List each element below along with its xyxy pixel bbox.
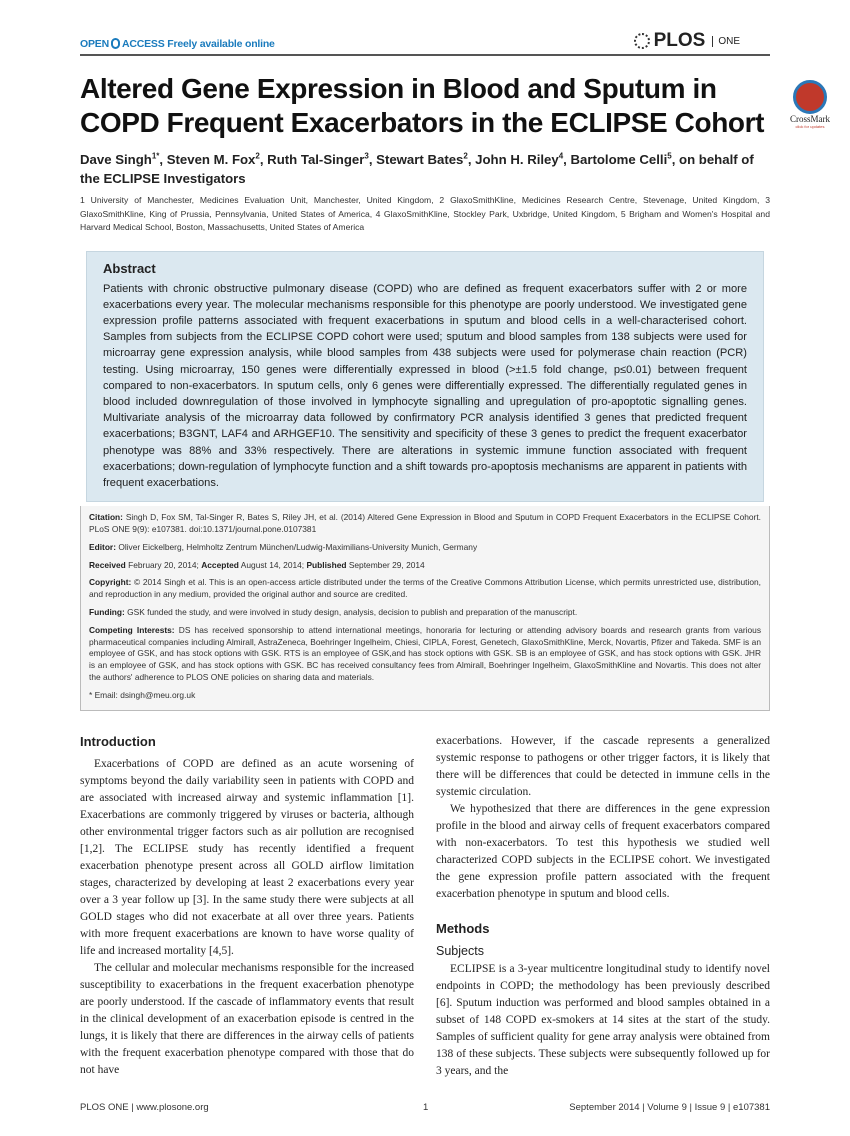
crossmark-icon — [793, 80, 827, 114]
accepted-label: Accepted — [201, 559, 239, 570]
author-affiliation-mark: 3 — [364, 151, 369, 161]
dates — [89, 560, 761, 572]
author-name: Ruth Tal-Singer — [267, 152, 365, 167]
right-column — [436, 733, 770, 1080]
author-name: Bartolome Celli — [570, 152, 668, 167]
intro-paragraph-2: The cellular and molecular mechanisms responsible for the increased susceptibility to exacerbations in the frequent exacerbation phenotype are poorly understood. If the cascade of inflammatory events that result in the clinical development of an exacerbation episode is centred in the lungs, it is likely that there are differences in the airway cells of patients with the frequent exacerbation phenotype compared with those that do not have — [80, 961, 414, 1076]
plos-logo-icon — [634, 33, 650, 49]
published-date: September 29, 2014 — [348, 559, 425, 570]
affiliations: 1 University of Manchester, Medicines Evaluation Unit, Manchester, United Kingdom, 2 GlaxoSmithKline, Medicines Research Centre, Stevenage, United Kingdom, 3 GlaxoSmithKline, King of Prussia, Pennsylvania, United States of America, 4 GlaxoSmithKline, Stockley Park, Uxbridge, United Kingdom, 5 Brigham and Women's Hospital and Harvard Medical School, Boston, Massachusetts, United States of America — [80, 195, 770, 232]
open-access-badge — [80, 38, 275, 50]
copyright-text: © 2014 Singh et al. This is an open-access article distributed under the terms of the Creative Commons Attribution License, which permits unrestricted use, distribution, and reproduction in any medium, provided the original author and source are credited. — [89, 577, 761, 600]
editor-label: Editor: — [89, 541, 116, 552]
crossmark-badge[interactable] — [782, 80, 838, 129]
received-label: Received — [89, 559, 126, 570]
crossmark-label: CrossMark — [790, 114, 830, 124]
article-metadata — [80, 506, 770, 710]
funding-text: GSK funded the study, and were involved in study design, analysis, decision to publish and preparation of the manuscript. — [127, 606, 578, 617]
intro-paragraph-1: Exacerbations of COPD are defined as an acute worsening of symptoms beyond the daily variability seen in patients with COPD and are associated with increased airway and systemic inflammation [1]. Exacerbations are commonly triggered by viruses or bacteria, although other environmental trigger factors such as air pollution are recognised [1,2]. The ECLIPSE study has recently identified a frequent exacerbation phenotype present across all GOLD airflow limitation stages, characterized by developing at least 2 exacerbations every year over a 3 year follow up [3]. In the same study there were subjects at all GOLD stages who did not exacerbate at all over three years. Patients with more frequent exacerbations are known to have worse quality of life and increased mortality [4,5]. — [80, 757, 414, 957]
accepted-date: August 14, 2014; — [240, 559, 305, 570]
citation-label: Citation: — [89, 512, 123, 523]
page-footer — [80, 1102, 770, 1116]
author-name: Steven M. Fox — [166, 152, 256, 167]
author-name: Dave Singh — [80, 152, 152, 167]
author-list: Dave Singh$^{1*}$, Steven M. Fox$^2$, Ruth Tal-Singer$^3$, Stewart Bates$^2$, John H. Riley$^4$, Bartolome Celli$^5$, on behalf of the ECLIPSE Investigators — [80, 151, 754, 186]
email-label: * Email: — [89, 689, 118, 700]
open-access-suffix: ACCESS — [121, 38, 165, 50]
copyright — [89, 577, 761, 601]
plos-logo-text: PLOS — [653, 30, 706, 51]
editor-text: Oliver Eickelberg, Helmholtz Zentrum München/Ludwig-Maximilians-University Munich, Germany — [118, 541, 478, 552]
received-date: February 20, 2014; — [128, 559, 199, 570]
competing-interests — [89, 625, 761, 684]
plos-one-logo — [634, 30, 740, 52]
body-columns — [80, 733, 770, 1080]
funding — [89, 607, 761, 619]
author-name: Stewart Bates — [376, 152, 464, 167]
abstract-box — [86, 251, 764, 503]
methods-heading: Methods — [436, 920, 490, 936]
author-affiliation-mark: 2 — [463, 151, 468, 161]
left-column — [80, 733, 414, 1080]
abstract-heading: Abstract — [103, 260, 156, 276]
citation — [89, 512, 761, 536]
author-affiliation-mark: 4 — [558, 151, 564, 161]
email-link[interactable]: dsingh@meu.org.uk — [120, 689, 196, 700]
crossmark-sub: click for updates — [795, 124, 825, 129]
open-access-prefix: OPEN — [80, 38, 109, 50]
author-affiliation-mark: 2 — [255, 151, 260, 161]
intro-paragraph-3: We hypothesized that there are differences in the gene expression profile in the blood and airway cells of frequent exacerbators compared with non-exacerbators. To test this hypothesis we studied well characterized COPD subjects in the ECLIPSE cohort. We investigated the gene expression profile pattern associated with the frequent exacerbation phenotype in sputum and blood cells. — [436, 802, 770, 900]
title-row — [80, 72, 830, 140]
author-name: John H. Riley — [475, 152, 559, 167]
editor — [89, 542, 761, 554]
freely-available-label: Freely available online — [167, 38, 275, 50]
authors-suffix: , on behalf of the ECLIPSE Investigators — [80, 152, 754, 186]
article-title: Altered Gene Expression in Blood and Sputum in COPD Frequent Exacerbators in the ECLIPSE Cohort — [80, 73, 765, 138]
author-affiliation-mark: 5 — [667, 151, 672, 161]
competing-text: DS has received sponsorship to attend international meetings, honoraria for lecturing or attending advisory boards and research grants from various pharmaceutical companies including Almirall, AstraZeneca, Boehringer Ingelheim, Chiesi, CIPLA, Forest, Genetech, GlaxoSmithKline, Merck, Novartis, Pfizer and Takeda. SMF is an employee of GSK, and has stock options with GSK. RTS is an employee of GSK,and has stock options with GSK. SB is an employee of GSK, and has stock options with GSK. JHR is an employee of GSK, and has stock options with GSK. BC has received consultancy fees from Almirall, Boehringer Ingelheim, GlaxoSmithKline and Novartis. This does not alter the authors' adherence to PLOS ONE policies on sharing data and materials. — [89, 624, 762, 682]
one-logo-text: ONE — [712, 36, 740, 47]
citation-text: Singh D, Fox SM, Tal-Singer R, Bates S, Riley JH, et al. (2014) Altered Gene Expression in Blood and Sputum in COPD Frequent Exacerbators in the ECLIPSE Cohort. PLoS ONE 9(9): e107381. doi:10.1371/journal.pone.0107381 — [89, 512, 761, 534]
journal-header — [80, 30, 770, 56]
copyright-label: Copyright: — [89, 577, 132, 588]
abstract-text: Patients with chronic obstructive pulmonary disease (COPD) who are defined as frequent exacerbators suffer with 2 or more exacerbations every year. The molecular mechanisms responsible for this phenotype are poorly understood. We investigated gene expression profile patterns associated with frequent exacerbations in sputum and blood cells in a well-characterised cohort. Samples from subjects from the ECLIPSE COPD cohort were used; sputum and blood samples from 138 subjects were used for microarray gene expression analysis, while blood samples from 438 subjects were used for polymerase chain reaction (PCR) testing. Using microarray, 150 genes were differentially expressed in blood (>±1.5 fold change, p≤0.01) between frequent compared to non-exacerbators. In sputum cells, only 6 genes were differentially expressed. The differentially regulated genes in blood included downregulation of those involved in lymphocyte signalling and upregulation of pro-apoptotic signalling genes. Multivariate analysis of the microarray data followed by confirmatory PCR analysis identified 3 genes that predicted frequent exacerbations; B3GNT, LAF4 and ARHGEF10. The sensitivity and specificity of these 3 genes to predict the frequent exacerbator phenotype was 88% and 33% respectively. There are alterations in systemic immune function associated with frequent exacerbations; down-regulation of lymphocyte function and a shift towards pro-apoptosis mechanisms are apparent in patients with frequent exacerbations. — [103, 282, 747, 489]
author-affiliation-mark: 1* — [151, 151, 160, 161]
footer-journal: PLOS ONE | www.plosone.org — [80, 1101, 209, 1113]
intro-paragraph-2-continued: exacerbations. However, if the cascade represents a generalized systemic response to pathogens or other trigger factors, it is likely that there will be differences that could be detected in immune cells in the systemic circulation. — [436, 734, 770, 798]
email — [89, 690, 761, 702]
open-access-lock-icon — [111, 38, 120, 49]
footer-issue: September 2014 | Volume 9 | Issue 9 | e107381 — [569, 1101, 770, 1113]
introduction-heading: Introduction — [80, 733, 156, 749]
subjects-heading: Subjects — [436, 943, 484, 958]
page-number: 1 — [423, 1101, 429, 1113]
published-label: Published — [306, 559, 347, 570]
funding-label: Funding: — [89, 606, 125, 617]
competing-label: Competing Interests: — [89, 624, 175, 635]
subjects-paragraph: ECLIPSE is a 3-year multicentre longitudinal study to identify novel endpoints in COPD; the methodology has been previously described [6]. Sputum induction was performed and blood samples obtained in a subset of 148 COPD ex-smokers at 14 sites at the start of the study. Samples of sufficient quality for gene array analysis were obtained from 138 of these subjects. These subjects were subsequently followed up for 3 years, and the — [436, 962, 770, 1077]
